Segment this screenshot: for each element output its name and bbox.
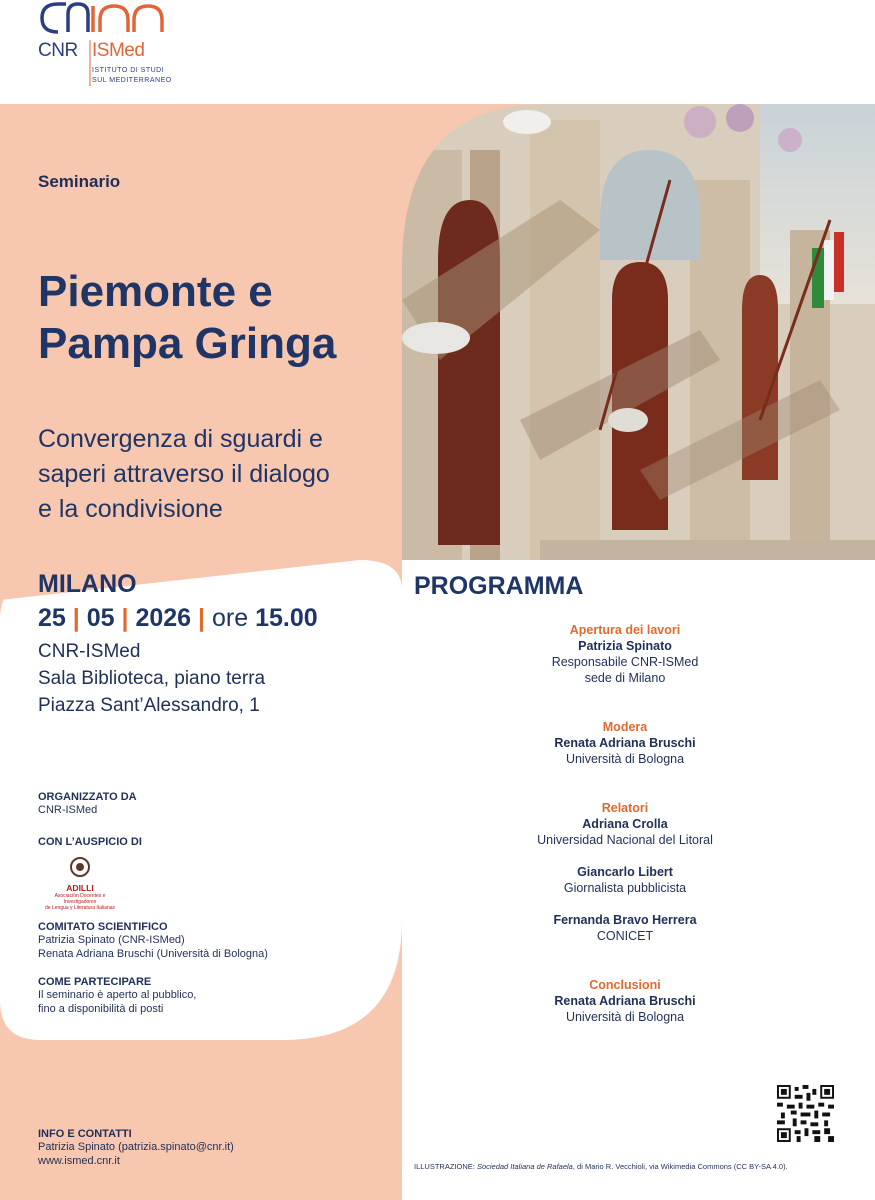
adilli-subtitle: Asociación Docentes e Investigadores <box>54 893 106 905</box>
contacts-line[interactable]: Patrizia Spinato (patrizia.spinato@cnr.it) <box>38 1141 234 1153</box>
qr-code-icon[interactable] <box>777 1085 834 1142</box>
programme-role: Conclusioni <box>589 978 661 992</box>
event-city: MILANO <box>38 570 137 598</box>
event-year: 2026 <box>135 604 192 632</box>
event-date <box>38 604 318 633</box>
programme-item-conclusion <box>495 977 755 1025</box>
programme-item-moderator <box>495 719 755 767</box>
programme-item-speakers <box>495 800 755 944</box>
programme-affiliation: Università di Bologna <box>565 1010 685 1024</box>
organized-text: CNR-ISMed <box>38 804 98 816</box>
programme-list <box>495 622 755 1025</box>
event-title-line: Pampa Gringa <box>38 319 337 368</box>
participate-line: Il seminario è aperto al pubblico, <box>38 989 197 1001</box>
credit-label: ILLUSTRAZIONE: <box>414 1162 475 1171</box>
committee-line: Patrizia Spinato (CNR-ISMed) <box>38 934 185 946</box>
event-venue <box>38 638 265 719</box>
event-subtitle <box>38 422 378 527</box>
programme-affiliation: Responsabile CNR-ISMed <box>551 655 699 669</box>
event-subtitle-line: e la condivisione <box>38 495 223 523</box>
programme-name: Adriana Crolla <box>582 817 668 831</box>
event-month: 05 <box>86 604 115 632</box>
programme-item-opening <box>495 622 755 686</box>
programme-role: Relatori <box>601 801 649 815</box>
date-separator: | <box>198 604 206 632</box>
programme-role: Apertura dei lavori <box>569 623 681 637</box>
logo-subtitle-line: SUL MEDITERRANEO <box>92 77 172 84</box>
patronage-section <box>38 836 142 848</box>
programme-heading: PROGRAMMA <box>414 572 584 600</box>
event-time-prefix: ore <box>211 604 249 632</box>
programme-affiliation: Giornalista pubblicista <box>563 881 687 895</box>
programme-name: Renata Adriana Bruschi <box>554 994 696 1008</box>
event-title-line: Piemonte e <box>38 267 273 316</box>
venue-line: Piazza Sant’Alessandro, 1 <box>38 695 260 716</box>
adilli-subtitle: de Lengua y Literatura Italianas <box>44 905 116 911</box>
date-separator: | <box>72 604 80 632</box>
programme-affiliation: Universidad Nacional del Litoral <box>537 833 713 847</box>
patronage-heading: CON L’AUSPICIO DI <box>38 836 142 848</box>
programme-affiliation: Università di Bologna <box>565 752 685 766</box>
adilli-emblem-icon <box>67 856 93 878</box>
programme-name: Patrizia Spinato <box>578 639 672 653</box>
contacts-section <box>38 1128 234 1168</box>
programme-name: Fernanda Bravo Herrera <box>553 913 697 927</box>
illustration-credit <box>414 1162 788 1171</box>
participate-line: fino a disponibilità di posti <box>38 1003 164 1015</box>
participate-heading: COME PARTECIPARE <box>38 976 152 988</box>
venue-line: CNR-ISMed <box>38 641 141 662</box>
event-title <box>38 266 336 370</box>
organized-section <box>38 791 137 817</box>
building-photo <box>402 104 875 560</box>
logo-ismed-text: ISMed <box>92 40 145 61</box>
committee-section <box>38 921 268 961</box>
credit-rest: , di Mario R. Vecchioli, via Wikimedia Commons (CC BY-SA 4.0). <box>572 1162 788 1171</box>
logo-cnr-text: CNR <box>38 40 78 61</box>
participate-section <box>38 976 196 1016</box>
logo-subtitle-line: ISTITUTO DI STUDI <box>92 67 165 74</box>
committee-heading: COMITATO SCIENTIFICO <box>38 921 168 933</box>
contacts-heading: INFO E CONTATTI <box>38 1128 132 1140</box>
event-time: 15.00 <box>255 604 318 632</box>
programme-name: Renata Adriana Bruschi <box>554 736 696 750</box>
organized-heading: ORGANIZZATO DA <box>38 791 137 803</box>
programme-affiliation: CONICET <box>596 929 654 943</box>
venue-line: Sala Biblioteca, piano terra <box>38 668 266 689</box>
programme-role: Modera <box>602 720 648 734</box>
programme-name: Giancarlo Libert <box>577 865 673 879</box>
event-subtitle-line: saperi attraverso il dialogo <box>38 460 330 488</box>
credit-work: Sociedad Italiana de Rafaela <box>476 1162 573 1171</box>
website-link[interactable]: www.ismed.cnr.it <box>38 1155 120 1167</box>
adilli-logo <box>38 856 122 911</box>
event-day: 25 <box>38 604 66 632</box>
date-separator: | <box>121 604 129 632</box>
event-kicker: Seminario <box>38 172 121 191</box>
logo-subtitle <box>92 66 172 86</box>
event-subtitle-line: Convergenza di sguardi e <box>38 425 323 453</box>
adilli-name: ADILLI <box>66 883 94 893</box>
committee-line: Renata Adriana Bruschi (Università di Bologna) <box>38 948 268 960</box>
programme-affiliation: sede di Milano <box>584 671 666 685</box>
